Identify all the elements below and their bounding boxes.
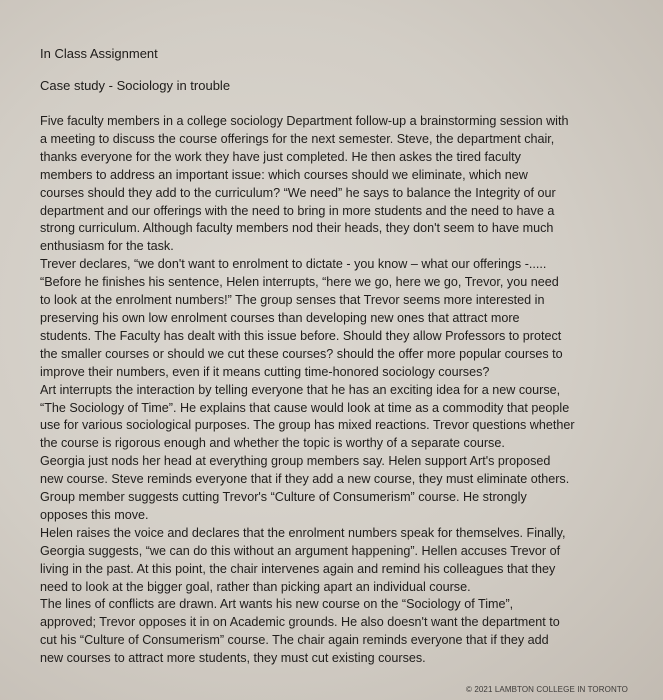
body-line: cut his “Culture of Consumerism” course. The chair again reminds everyone that if they add bbox=[40, 633, 549, 648]
body-line: enthusiasm for the task. bbox=[40, 239, 174, 254]
body-line: living in the past. At this point, the chair intervenes again and remind his colleagues that they bbox=[40, 561, 556, 576]
body-line: need to look at the bigger goal, rather than picking apart an individual course. bbox=[40, 579, 471, 594]
body-line: department and our offerings with the need to bring in more students and the need to have a bbox=[40, 203, 555, 218]
body-line: to look at the enrolment numbers!” The group senses that Trevor seems more interested in bbox=[40, 293, 545, 308]
body-line: the course is rigorous enough and whether the topic is worthy of a separate course. bbox=[40, 436, 505, 451]
body-line: Art interrupts the interaction by telling everyone that he has an exciting idea for a new course, bbox=[40, 382, 561, 397]
body-line: thanks everyone for the work they have just completed. He then askes the tired faculty bbox=[40, 149, 521, 164]
body-line: use for various sociological purposes. The group has mixed reactions. Trevor questions whether bbox=[40, 418, 575, 433]
body-line: new course. Steve reminds everyone that if they add a new course, they must eliminate others. bbox=[40, 472, 570, 487]
body-line: new courses to attract more students, they must cut existing courses. bbox=[40, 651, 426, 666]
body-line: a meeting to discuss the course offerings for the next semester. Steve, the department chair, bbox=[40, 131, 555, 146]
copyright-footer: © 2021 LAMBTON COLLEGE IN TORONTO bbox=[466, 685, 628, 694]
case-study-body bbox=[40, 113, 640, 668]
body-line: Helen raises the voice and declares that the enrolment numbers speak for themselves. Finally, bbox=[40, 525, 566, 540]
document-subheading: Case study - Sociology in trouble bbox=[40, 78, 231, 93]
body-line: students. The Faculty has dealt with this issue before. Should they allow Professors to protect bbox=[40, 328, 562, 343]
document-heading: In Class Assignment bbox=[40, 46, 158, 61]
body-line: the smaller courses or should we cut these courses? should the offer more popular courses to bbox=[40, 346, 563, 361]
body-line: “Before he finishes his sentence, Helen interrupts, “here we go, here we go, Trevor, you need bbox=[40, 275, 559, 290]
body-line: The lines of conflicts are drawn. Art wants his new course on the “Sociology of Time”, bbox=[40, 597, 514, 612]
body-line: preserving his own low enrolment courses than developing new ones that attract more bbox=[40, 310, 520, 325]
body-line: “The Sociology of Time”. He explains that cause would look at time as a commodity that people bbox=[40, 400, 570, 415]
body-line: improve their numbers, even if it means cutting time-honored sociology courses? bbox=[40, 364, 490, 379]
body-line: approved; Trevor opposes it in on Academic grounds. He also doesn't want the department to bbox=[40, 615, 560, 630]
body-line: courses should they add to the curriculum? “We need” he says to balance the Integrity of our bbox=[40, 185, 556, 200]
body-line: Georgia suggests, “we can do this without an argument happening”. Hellen accuses Trevor of bbox=[40, 543, 561, 558]
body-line: members to address an important issue: which courses should we eliminate, which new bbox=[40, 167, 528, 182]
body-line: Five faculty members in a college sociology Department follow-up a brainstorming session with bbox=[40, 114, 569, 128]
body-line: strong curriculum. Although faculty members nod their heads, they don't seem to have much bbox=[40, 221, 554, 236]
body-line: Georgia just nods her head at everything group members say. Helen support Art's proposed bbox=[40, 454, 551, 469]
body-line: Group member suggests cutting Trevor's “Culture of Consumerism” course. He strongly bbox=[40, 490, 527, 505]
body-line: Trever declares, “we don't want to enrolment to dictate - you know – what our offerings -..... bbox=[40, 257, 547, 272]
body-line: opposes this move. bbox=[40, 507, 149, 522]
